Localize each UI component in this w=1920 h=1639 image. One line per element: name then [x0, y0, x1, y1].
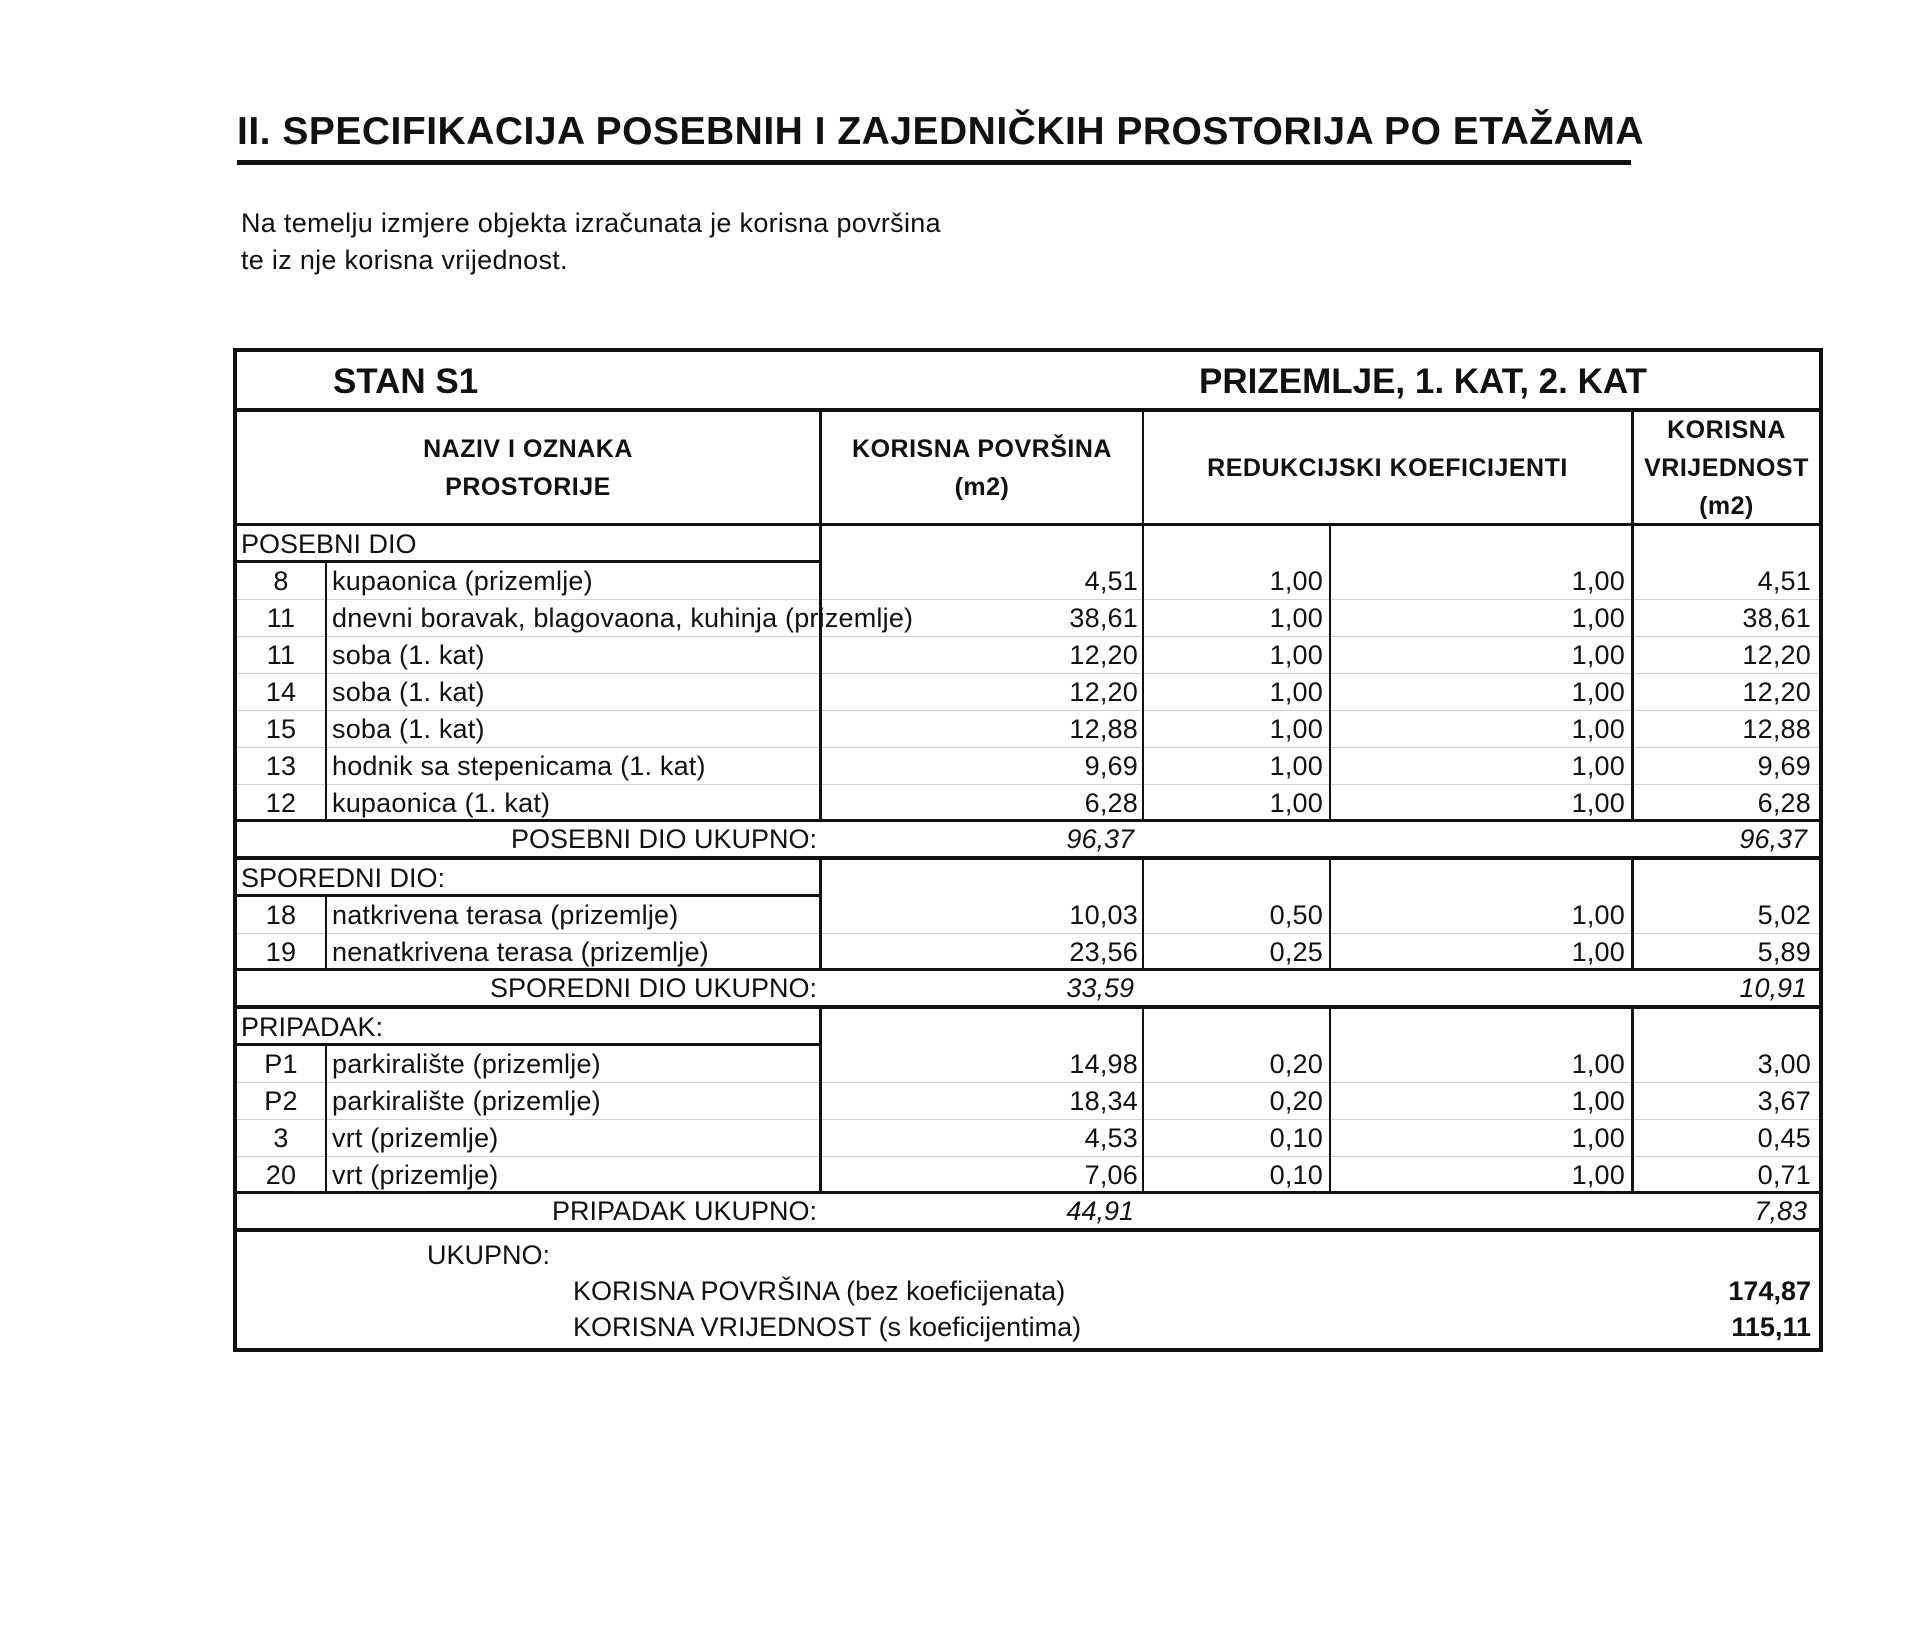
- room-name: kupaonica (1. kat): [327, 785, 822, 822]
- table-row: [237, 897, 1819, 934]
- coefficient-1: 1,00: [1144, 637, 1331, 674]
- room-name: soba (1. kat): [327, 637, 822, 674]
- table-row: [237, 1157, 1819, 1194]
- section-header: [237, 526, 1819, 563]
- room-area: 12,88: [822, 711, 1144, 748]
- section-label: SPOREDNI DIO:: [237, 860, 822, 897]
- section-total-area: 33,59: [1066, 973, 1134, 1003]
- room-number: 14: [237, 674, 327, 711]
- section-total-label: SPOREDNI DIO UKUPNO:: [489, 973, 817, 1003]
- section-total-label: POSEBNI DIO UKUPNO:: [510, 824, 817, 854]
- empty-cell: [822, 1009, 1144, 1046]
- header-value-line2: VRIJEDNOST: [1644, 453, 1809, 482]
- summary-block: [237, 1232, 1819, 1342]
- room-name: vrt (prizemlje): [327, 1157, 822, 1194]
- room-name: natkrivena terasa (prizemlje): [327, 897, 822, 934]
- section-label: POSEBNI DIO: [237, 526, 822, 563]
- coefficient-1: 0,10: [1144, 1157, 1331, 1194]
- table-row: [237, 674, 1819, 711]
- room-name: soba (1. kat): [327, 674, 822, 711]
- room-number: 15: [237, 711, 327, 748]
- coefficient-1: 1,00: [1144, 785, 1331, 822]
- floors-label: PRIZEMLJE, 1. KAT, 2. KAT: [1199, 362, 1647, 401]
- coefficient-2: 1,00: [1331, 637, 1634, 674]
- header-room-name-line2: PROSTORIJE: [445, 472, 611, 501]
- coefficient-1: 1,00: [1144, 674, 1331, 711]
- coefficient-2: 1,00: [1331, 711, 1634, 748]
- header-value-line3: (m2): [1699, 491, 1754, 520]
- room-number: 8: [237, 563, 327, 600]
- coefficient-2: 1,00: [1331, 934, 1634, 971]
- table-row: [237, 600, 1819, 637]
- section-header: [237, 1009, 1819, 1046]
- specification-table: [233, 348, 1823, 1352]
- room-number: 20: [237, 1157, 327, 1194]
- header-coefficients: REDUKCIJSKI KOEFICIJENTI: [1144, 412, 1634, 523]
- room-number: 18: [237, 897, 327, 934]
- table-row: [237, 1083, 1819, 1120]
- room-value: 3,00: [1757, 1049, 1811, 1079]
- room-area: 38,61: [822, 600, 1144, 637]
- room-value: 9,69: [1757, 751, 1811, 781]
- room-name: parkiralište (prizemlje): [327, 1083, 822, 1120]
- room-name: kupaonica (prizemlje): [327, 563, 822, 600]
- header-room-name: [237, 412, 822, 523]
- room-name: nenatkrivena terasa (prizemlje): [327, 934, 822, 971]
- room-number: 19: [237, 934, 327, 971]
- empty-cell: [1144, 860, 1331, 897]
- coefficient-1: 1,00: [1144, 711, 1331, 748]
- coefficient-2: 1,00: [1331, 674, 1634, 711]
- room-number: 11: [237, 637, 327, 674]
- room-value: 6,28: [1757, 788, 1811, 818]
- coefficient-2: 1,00: [1331, 1046, 1634, 1083]
- section-total-value: 96,37: [1739, 824, 1807, 854]
- summary-label: UKUPNO:: [427, 1240, 551, 1270]
- summary-value-value: 115,11: [1731, 1312, 1811, 1342]
- empty-cell: [822, 526, 1144, 563]
- header-value: [1634, 412, 1819, 523]
- room-name: hodnik sa stepenicama (1. kat): [327, 748, 822, 785]
- room-value: 3,67: [1757, 1086, 1811, 1116]
- coefficient-2: 1,00: [1331, 1120, 1634, 1157]
- room-name: soba (1. kat): [327, 711, 822, 748]
- room-area: 7,06: [822, 1157, 1144, 1194]
- coefficient-2: 1,00: [1331, 785, 1634, 822]
- empty-cell: [822, 860, 1144, 897]
- room-value: 0,45: [1757, 1123, 1811, 1153]
- room-area: 6,28: [822, 785, 1144, 822]
- coefficient-2: 1,00: [1331, 1157, 1634, 1194]
- coefficient-1: 0,25: [1144, 934, 1331, 971]
- table-row: [237, 748, 1819, 785]
- intro-line-2: te iz nje korisna vrijednost.: [241, 245, 568, 275]
- room-area: 4,53: [822, 1120, 1144, 1157]
- apartment-label: STAN S1: [333, 362, 479, 401]
- section-total-value: 7,83: [1754, 1196, 1807, 1226]
- table-title-row: [237, 352, 1819, 412]
- section-total-row: [237, 1194, 1819, 1232]
- section-total-row: [237, 822, 1819, 860]
- table-row: [237, 563, 1819, 600]
- empty-cell: [1331, 526, 1634, 563]
- section-total-row: [237, 971, 1819, 1009]
- empty-cell: [1144, 526, 1331, 563]
- coefficient-1: 1,00: [1144, 748, 1331, 785]
- coefficient-1: 1,00: [1144, 563, 1331, 600]
- coefficient-2: 1,00: [1331, 563, 1634, 600]
- section-total-area: 44,91: [1066, 1196, 1134, 1226]
- coefficient-2: 1,00: [1331, 1083, 1634, 1120]
- room-area: 10,03: [822, 897, 1144, 934]
- table-row: [237, 637, 1819, 674]
- room-value: 0,71: [1757, 1160, 1811, 1190]
- room-number: P1: [237, 1046, 327, 1083]
- room-value: 12,20: [1742, 677, 1811, 707]
- room-area: 12,20: [822, 674, 1144, 711]
- room-value: 5,02: [1757, 900, 1811, 930]
- room-name: parkiralište (prizemlje): [327, 1046, 822, 1083]
- room-name: vrt (prizemlje): [327, 1120, 822, 1157]
- empty-cell: [1144, 1009, 1331, 1046]
- coefficient-1: 0,20: [1144, 1083, 1331, 1120]
- document-title: II. SPECIFIKACIJA POSEBNIH I ZAJEDNIČKIH PROSTORIJA PO ETAŽAMA: [237, 110, 1631, 165]
- room-number: 3: [237, 1120, 327, 1157]
- room-area: 9,69: [822, 748, 1144, 785]
- table-row: [237, 1046, 1819, 1083]
- room-number: 13: [237, 748, 327, 785]
- coefficient-1: 0,10: [1144, 1120, 1331, 1157]
- room-area: 14,98: [822, 1046, 1144, 1083]
- room-value: 5,89: [1757, 937, 1811, 967]
- table-row: [237, 1120, 1819, 1157]
- coefficient-2: 1,00: [1331, 897, 1634, 934]
- coefficient-1: 0,20: [1144, 1046, 1331, 1083]
- intro-line-1: Na temelju izmjere objekta izračunata je korisna površina: [241, 208, 941, 238]
- header-value-line1: KORISNA: [1667, 415, 1786, 444]
- section-label: PRIPADAK:: [237, 1009, 822, 1046]
- intro-text: [241, 205, 941, 279]
- coefficient-1: 1,00: [1144, 600, 1331, 637]
- room-number: 12: [237, 785, 327, 822]
- room-name: dnevni boravak, blagovaona, kuhinja (prizemlje): [327, 600, 822, 637]
- coefficient-1: 0,50: [1144, 897, 1331, 934]
- room-number: P2: [237, 1083, 327, 1120]
- room-area: 12,20: [822, 637, 1144, 674]
- room-value: 38,61: [1742, 603, 1811, 633]
- table-body: [237, 526, 1819, 1342]
- empty-cell: [1331, 860, 1634, 897]
- summary-area-value: 174,87: [1728, 1276, 1811, 1306]
- table-row: [237, 785, 1819, 822]
- room-area: 23,56: [822, 934, 1144, 971]
- table-row: [237, 934, 1819, 971]
- section-total-label: PRIPADAK UKUPNO:: [551, 1196, 817, 1226]
- section-header: [237, 860, 1819, 897]
- room-area: 18,34: [822, 1083, 1144, 1120]
- header-room-name-line1: NAZIV I OZNAKA: [423, 434, 633, 463]
- summary-value-label: KORISNA VRIJEDNOST (s koeficijentima): [573, 1312, 1082, 1342]
- room-value: 4,51: [1757, 566, 1811, 596]
- column-header-row: [237, 412, 1819, 526]
- section-total-value: 10,91: [1739, 973, 1807, 1003]
- header-area: KORISNA POVRŠINA (m2): [822, 412, 1144, 523]
- room-value: 12,20: [1742, 640, 1811, 670]
- empty-cell: [1331, 1009, 1634, 1046]
- section-total-area: 96,37: [1066, 824, 1134, 854]
- room-area: 4,51: [822, 563, 1144, 600]
- table-row: [237, 711, 1819, 748]
- coefficient-2: 1,00: [1331, 600, 1634, 637]
- room-number: 11: [237, 600, 327, 637]
- summary-area-label: KORISNA POVRŠINA (bez koeficijenata): [573, 1276, 1066, 1306]
- coefficient-2: 1,00: [1331, 748, 1634, 785]
- room-value: 12,88: [1742, 714, 1811, 744]
